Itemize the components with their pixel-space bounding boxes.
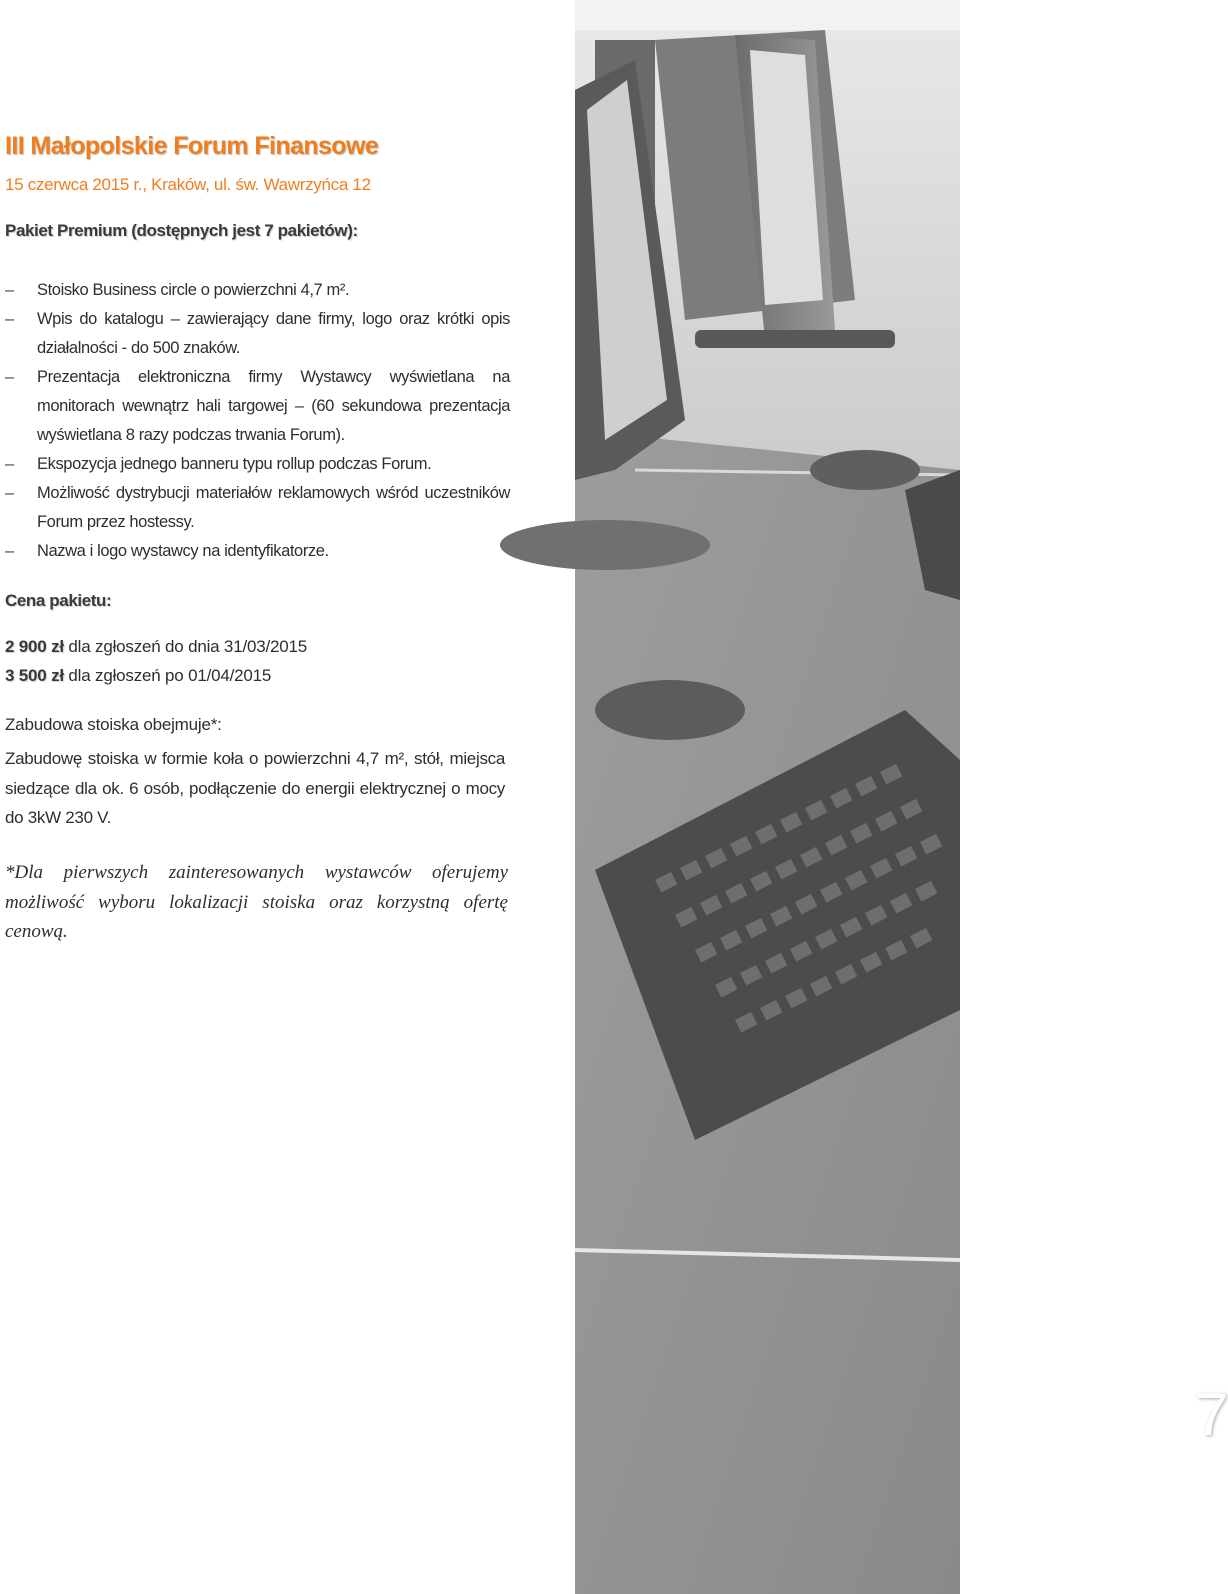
price-amount: 3 500 zł: [5, 666, 64, 685]
feature-text: Nazwa i logo wystawcy na identyfikatorze.: [37, 542, 329, 560]
photo-illustration: [575, 0, 960, 1594]
feature-text: Prezentacja elektroniczna firmy Wystawcy wyświetlana na monitorach wewnątrz hali targowej – (60 sekundowa prezentacja wyświetlana 8 razy podczas trwania Forum).: [37, 368, 510, 444]
event-subtitle: 15 czerwca 2015 r., Kraków, ul. św. Wawrzyńca 12: [5, 175, 371, 194]
price-option: [5, 637, 307, 657]
page-number: 7: [1195, 1381, 1228, 1448]
footnote: *Dla pierwszych zainteresowanych wystawców oferujemy możliwość wyboru lokalizacji stoiska oraz korzystną ofertę cenową.: [5, 862, 508, 942]
feature-text: Możliwość dystrybucji materiałów reklamowych wśród uczestników Forum przez hostessy.: [37, 484, 510, 531]
list-item: [5, 305, 510, 363]
build-heading: Zabudowa stoiska obejmuje*:: [5, 715, 222, 734]
price-amount: 2 900 zł: [5, 637, 64, 656]
feature-text: Stoisko Business circle o powierzchni 4,7 m².: [37, 281, 350, 299]
dash-bullet: –: [5, 455, 14, 473]
dash-bullet: –: [5, 484, 14, 502]
feature-text: Wpis do katalogu – zawierający dane firmy, logo oraz krótki opis działalności - do 500 znaków.: [37, 310, 510, 357]
price-condition: dla zgłoszeń po 01/04/2015: [63, 666, 272, 685]
feature-text: Ekspozycja jednego banneru typu rollup podczas Forum.: [37, 455, 432, 473]
dash-bullet: –: [5, 310, 14, 328]
package-title: Pakiet Premium (dostępnych jest 7 pakietów):: [5, 221, 358, 240]
list-item: [5, 537, 510, 566]
dash-bullet: –: [5, 542, 14, 560]
dash-bullet: –: [5, 368, 14, 386]
features-list: [5, 276, 510, 566]
list-item: [5, 363, 510, 450]
build-description: Zabudowę stoiska w formie koła o powierzchni 4,7 m², stół, miejsca siedzące dla ok. 6 osób, podłączenie do energii elektrycznej o mocy do 3kW 230 V.: [5, 749, 505, 827]
price-option: [5, 666, 271, 686]
list-item: [5, 450, 510, 479]
price-heading: Cena pakietu:: [5, 591, 112, 610]
price-condition: dla zgłoszeń do dnia 31/03/2015: [63, 637, 308, 656]
list-item: [5, 479, 510, 537]
office-computers-photo: [575, 0, 1228, 1594]
dash-bullet: –: [5, 281, 14, 299]
list-item: [5, 276, 510, 305]
event-title: III Małopolskie Forum Finansowe: [5, 132, 379, 160]
